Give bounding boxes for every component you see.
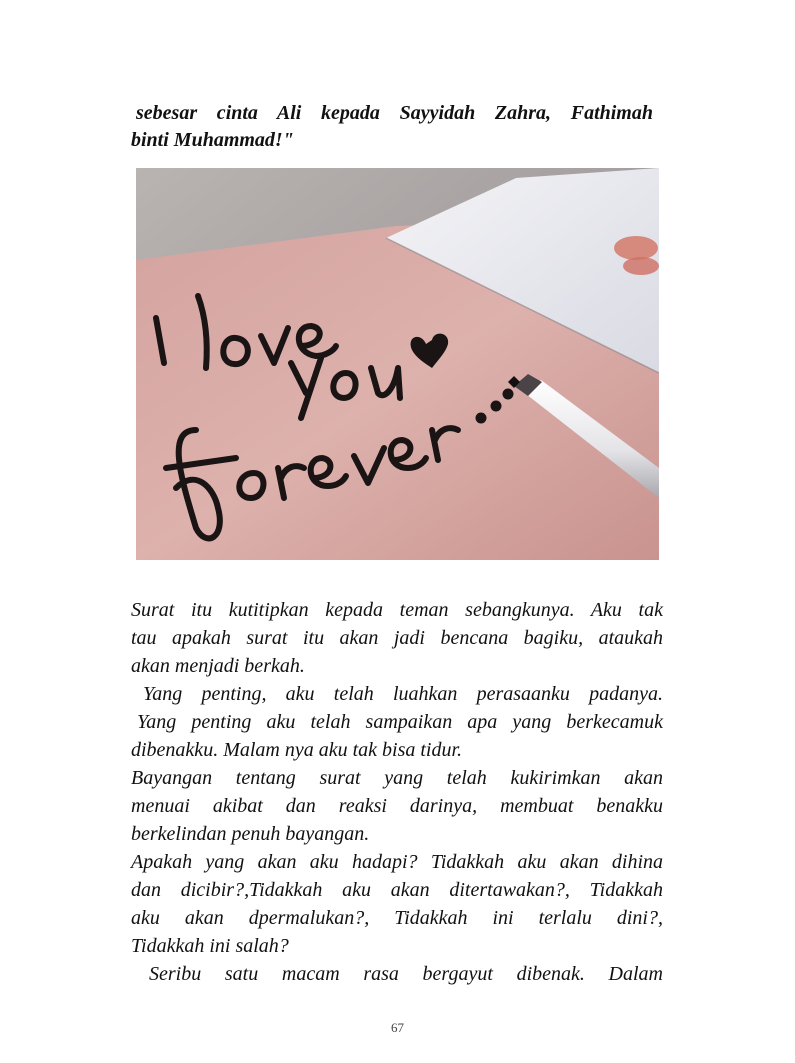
body-line: Yang penting aku telah sampaikan apa yang berkecamuk [137,711,663,733]
body-paragraphs [131,596,663,988]
opening-line: binti Muhammad!" [131,129,294,151]
lipstick-mark [614,236,658,260]
body-line: aku akan dpermalukan?, Tidakkah ini terlalu dini?, [131,907,663,929]
body-line: Seribu satu macam rasa bergayut dibenak. Dalam [149,963,663,985]
opening-paragraph [131,100,653,154]
body-line: Tidakkah ini salah? [131,935,289,957]
body-line: dan dicibir?,Tidakkah aku akan ditertawakan?, Tidakkah [131,879,663,901]
body-line: dibenakku. Malam nya aku tak bisa tidur. [131,739,463,761]
opening-line: sebesar cinta Ali kepada Sayyidah Zahra, Fathimah [136,102,653,124]
body-line: Apakah yang akan aku hadapi? Tidakkah aku akan dihina [131,851,663,873]
body-line: tau apakah surat itu akan jadi bencana bagiku, ataukah [131,627,663,649]
page-number: 67 [391,1020,404,1035]
body-line: berkelindan penuh bayangan. [131,823,370,845]
body-line: Surat itu kutitipkan kepada teman sebangkunya. Aku tak [131,599,663,621]
body-line: Yang penting, aku telah luahkan perasaanku padanya. [143,683,663,705]
body-line: akan menjadi berkah. [131,655,305,677]
love-note-illustration [136,168,659,560]
love-note-photo [136,168,659,560]
body-line: menuai akibat dan reaksi darinya, membuat benakku [131,795,663,817]
body-line: Bayangan tentang surat yang telah kukirimkan akan [131,767,663,789]
